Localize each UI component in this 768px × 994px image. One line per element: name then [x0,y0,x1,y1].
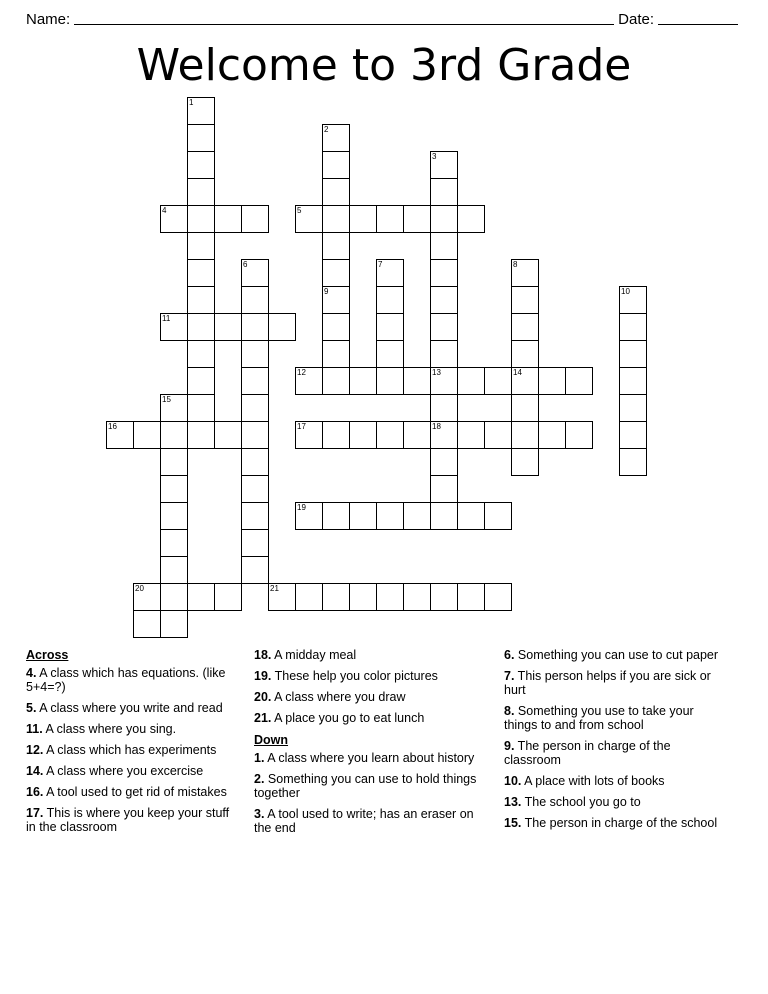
cell-number: 4 [162,206,167,215]
grid-cell[interactable] [160,502,188,530]
grid-cell[interactable] [565,367,593,395]
down-heading: Down [254,733,289,747]
grid-cell[interactable] [511,286,539,314]
clue-item [26,701,236,715]
date-label: Date: [618,11,654,28]
clue-text: A class which has equations. (like 5+4=?) [26,666,226,694]
grid-cell[interactable] [511,340,539,368]
grid-cell[interactable] [241,367,269,395]
grid-cell[interactable] [268,313,296,341]
grid-cell[interactable] [187,583,215,611]
clue-item [254,648,486,662]
clue-text: A class where you write and read [36,701,223,715]
date-write-line[interactable] [658,23,738,25]
cell-number: 17 [297,422,306,431]
grid-cell-numbered-19[interactable] [295,502,323,530]
grid-cell[interactable] [538,367,566,395]
grid-cell[interactable] [160,421,188,449]
grid-cell[interactable] [430,259,458,287]
grid-cell[interactable] [187,205,215,233]
grid-cell[interactable] [430,502,458,530]
grid-cell[interactable] [376,583,404,611]
cell-number: 15 [162,395,171,404]
clue-item [504,669,720,697]
clue-list-across-1 [26,666,236,834]
clue-text: These help you color pictures [271,669,438,683]
clue-text: Something you use to take your things to and from school [504,704,694,732]
grid-cell[interactable] [511,313,539,341]
grid-cell[interactable] [619,421,647,449]
clue-item [504,704,720,732]
clue-text: A class where you draw [271,690,406,704]
clue-number: 21. [254,711,272,725]
grid-cell[interactable] [376,502,404,530]
grid-cell[interactable] [430,178,458,206]
grid-cell[interactable] [187,394,215,422]
cell-number: 16 [108,422,117,431]
grid-cell[interactable] [241,556,269,584]
clue-number: 20. [254,690,272,704]
grid-cell-numbered-17[interactable] [295,421,323,449]
grid-cell[interactable] [619,340,647,368]
cell-number: 7 [378,260,383,269]
grid-cell-numbered-5[interactable] [295,205,323,233]
grid-cell[interactable] [241,502,269,530]
grid-cell[interactable] [187,151,215,179]
grid-cell[interactable] [430,448,458,476]
cell-number: 19 [297,503,306,512]
grid-cell-numbered-16[interactable] [106,421,134,449]
grid-cell[interactable] [430,475,458,503]
clue-item [504,774,720,788]
grid-cell[interactable] [160,556,188,584]
clue-number: 18. [254,648,272,662]
clue-text: Something you can use to cut paper [514,648,719,662]
clue-number: 19. [254,669,272,683]
clue-item [504,795,720,809]
grid-cell[interactable] [403,421,431,449]
clue-item [254,807,486,835]
grid-cell[interactable] [457,583,485,611]
clue-text: A place you go to eat lunch [271,711,425,725]
grid-cell[interactable] [349,205,377,233]
clue-number: 5. [26,701,37,715]
clue-number: 13. [504,795,522,809]
clue-number: 10. [504,774,522,788]
grid-cell[interactable] [322,259,350,287]
clue-item [254,669,486,683]
grid-cell[interactable] [430,583,458,611]
clue-number: 11. [26,722,43,736]
cell-number: 1 [189,98,194,107]
grid-cell[interactable] [511,421,539,449]
grid-cell[interactable] [322,313,350,341]
grid-cell[interactable] [430,313,458,341]
clue-text: The school you go to [521,795,641,809]
clue-item [254,690,486,704]
page-title: Welcome to 3rd Grade [136,40,632,91]
grid-cell[interactable] [241,394,269,422]
clue-item [504,739,720,767]
grid-cell[interactable] [160,475,188,503]
cell-number: 5 [297,206,302,215]
grid-cell[interactable] [457,367,485,395]
grid-cell[interactable] [322,205,350,233]
grid-cell-numbered-15[interactable] [160,394,188,422]
grid-cell[interactable] [241,286,269,314]
clue-text: The person in charge of the classroom [504,739,671,767]
grid-cell-numbered-2[interactable] [322,124,350,152]
grid-cell[interactable] [241,421,269,449]
grid-cell[interactable] [511,448,539,476]
clue-item [26,743,236,757]
clue-item [26,722,236,736]
clue-number: 8. [504,704,515,718]
grid-cell[interactable] [430,286,458,314]
grid-cell[interactable] [187,340,215,368]
grid-cell[interactable] [349,421,377,449]
grid-cell[interactable] [619,367,647,395]
grid-cell[interactable] [565,421,593,449]
clue-list-down-2 [504,648,720,830]
grid-cell[interactable] [349,502,377,530]
grid-cell[interactable] [133,421,161,449]
clues-column-1 [26,648,236,842]
grid-cell[interactable] [187,313,215,341]
cell-number: 9 [324,287,329,296]
grid-cell[interactable] [349,583,377,611]
grid-cell[interactable] [403,205,431,233]
grid-cell[interactable] [430,394,458,422]
name-date-header [26,0,742,28]
clue-text: A midday meal [271,648,357,662]
grid-cell[interactable] [322,502,350,530]
clue-text: This person helps if you are sick or hurt [504,669,711,697]
clue-item [504,648,720,662]
cell-number: 11 [162,314,171,323]
grid-cell[interactable] [430,340,458,368]
grid-cell[interactable] [619,448,647,476]
grid-cell[interactable] [457,421,485,449]
grid-cell[interactable] [241,205,269,233]
clue-item [26,806,236,834]
grid-cell-numbered-4[interactable] [160,205,188,233]
grid-cell[interactable] [241,313,269,341]
grid-cell[interactable] [322,151,350,179]
grid-cell[interactable] [430,232,458,260]
grid-cell[interactable] [241,448,269,476]
clue-number: 3. [254,807,265,821]
grid-cell-numbered-18[interactable] [430,421,458,449]
clue-number: 6. [504,648,515,662]
grid-cell-numbered-21[interactable] [268,583,296,611]
cell-number: 6 [243,260,248,269]
grid-cell[interactable] [376,340,404,368]
name-label: Name: [26,11,71,28]
grid-cell-numbered-9[interactable] [322,286,350,314]
clue-text: This is where you keep your stuff in the classroom [26,806,230,834]
clue-number: 16. [26,785,44,799]
clue-item [254,772,486,800]
clue-number: 12. [26,743,44,757]
grid-cell[interactable] [376,286,404,314]
clue-number: 1. [254,751,265,765]
clue-item [254,711,486,725]
grid-cell[interactable] [376,367,404,395]
grid-cell-numbered-10[interactable] [619,286,647,314]
across-heading: Across [26,648,69,662]
clue-item [26,666,236,694]
grid-cell-numbered-1[interactable] [187,97,215,125]
grid-cell[interactable] [214,205,242,233]
clue-item [26,785,236,799]
grid-cell[interactable] [214,583,242,611]
grid-cell[interactable] [511,394,539,422]
grid-cell[interactable] [538,421,566,449]
grid-cell[interactable] [187,259,215,287]
grid-cell-numbered-14[interactable] [511,367,539,395]
grid-cell[interactable] [241,475,269,503]
clue-item [504,816,720,830]
cell-number: 14 [513,368,522,377]
grid-cell-numbered-12[interactable] [295,367,323,395]
clue-item [26,764,236,778]
clue-number: 7. [504,669,515,683]
cell-number: 21 [270,584,279,593]
grid-cell[interactable] [241,529,269,557]
cell-number: 10 [621,287,630,296]
grid-cell-numbered-13[interactable] [430,367,458,395]
grid-cell[interactable] [376,205,404,233]
clue-list-down-1 [254,751,486,835]
grid-cell[interactable] [457,502,485,530]
grid-cell[interactable] [484,421,512,449]
grid-cell[interactable] [187,367,215,395]
grid-cell[interactable] [322,178,350,206]
cell-number: 2 [324,125,329,134]
clue-text: A class where you learn about history [264,751,475,765]
grid-cell[interactable] [403,502,431,530]
clue-text: A class which has experiments [43,743,217,757]
grid-cell-numbered-6[interactable] [241,259,269,287]
cell-number: 20 [135,584,144,593]
grid-cell[interactable] [322,340,350,368]
grid-cell[interactable] [322,421,350,449]
grid-cell[interactable] [619,394,647,422]
grid-cell[interactable] [187,124,215,152]
crossword-grid[interactable] [26,97,742,637]
grid-cell-numbered-11[interactable] [160,313,188,341]
clues-column-2 [254,648,486,842]
grid-cell[interactable] [133,610,161,638]
clue-number: 14. [26,764,44,778]
grid-cell[interactable] [430,205,458,233]
clues-section [26,648,742,842]
grid-cell-numbered-7[interactable] [376,259,404,287]
grid-cell[interactable] [214,313,242,341]
grid-cell[interactable] [160,448,188,476]
clue-number: 2. [254,772,265,786]
grid-cell[interactable] [349,367,377,395]
clue-text: A tool used to get rid of mistakes [43,785,227,799]
grid-cell[interactable] [160,583,188,611]
clue-number: 4. [26,666,37,680]
grid-cell[interactable] [322,367,350,395]
clue-text: Something you can use to hold things together [254,772,477,800]
grid-cell[interactable] [187,421,215,449]
grid-cell[interactable] [187,178,215,206]
grid-cell[interactable] [403,367,431,395]
grid-cell[interactable] [322,583,350,611]
grid-cell[interactable] [457,205,485,233]
grid-cell[interactable] [214,421,242,449]
clue-list-across-2 [254,648,486,725]
name-write-line[interactable] [74,23,614,25]
clue-item [254,751,486,765]
grid-cell-numbered-3[interactable] [430,151,458,179]
clue-text: A place with lots of books [521,774,665,788]
grid-cell[interactable] [160,610,188,638]
cell-number: 13 [432,368,441,377]
clues-column-3 [504,648,720,842]
grid-cell[interactable] [376,421,404,449]
clue-text: A class where you sing. [42,722,177,736]
grid-cell[interactable] [484,367,512,395]
grid-cell[interactable] [160,529,188,557]
grid-cell-numbered-8[interactable] [511,259,539,287]
clue-number: 17. [26,806,44,820]
cell-number: 3 [432,152,437,161]
cell-number: 8 [513,260,518,269]
cell-number: 18 [432,422,441,431]
grid-cell[interactable] [484,502,512,530]
grid-cell[interactable] [241,340,269,368]
cell-number: 12 [297,368,306,377]
clue-number: 9. [504,739,515,753]
clue-text: A class where you excercise [43,764,204,778]
grid-cell[interactable] [322,232,350,260]
grid-cell[interactable] [295,583,323,611]
grid-cell[interactable] [376,313,404,341]
clue-number: 15. [504,816,522,830]
grid-cell[interactable] [619,313,647,341]
clue-text: A tool used to write; has an eraser on the end [254,807,474,835]
grid-cell-numbered-20[interactable] [133,583,161,611]
grid-cell[interactable] [403,583,431,611]
grid-cell[interactable] [484,583,512,611]
grid-cell[interactable] [187,286,215,314]
clue-text: The person in charge of the school [521,816,718,830]
grid-cell[interactable] [187,232,215,260]
